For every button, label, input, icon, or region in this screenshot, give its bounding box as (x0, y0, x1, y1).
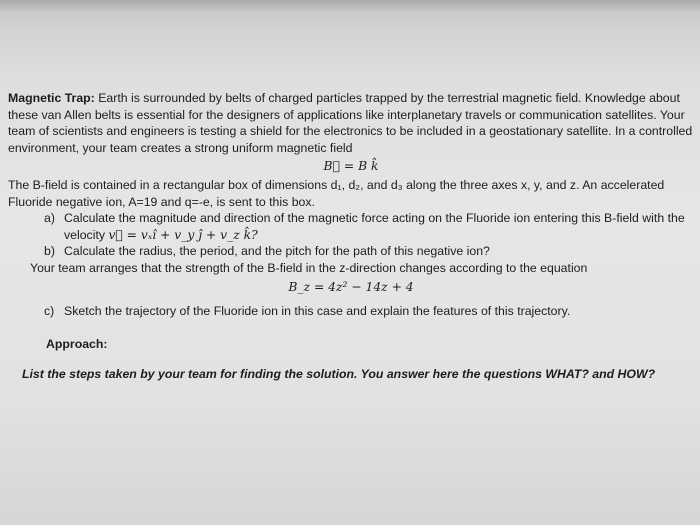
problem-text (8, 90, 694, 383)
part-c-label: c) (44, 304, 55, 319)
part-a-label: a) (44, 211, 55, 226)
intro-text: Earth is surrounded by belts of charged particles trapped by the terrestrial magnetic field. Knowledge about these van Allen belts is essential for the designers of applications like interplanetary travels or communication satellites. Your team of scientists and engineers is testing a shield for the electronics to be included in a geostationary satellite. In a controlled environment, your team creates a strong uniform magnetic field (8, 91, 693, 155)
intro-paragraph (8, 90, 694, 156)
instruction-text: List the steps taken by your team for finding the solution. You answer here the questions WHAT? and HOW? (22, 367, 656, 382)
part-b-text: Calculate the radius, the period, and the pitch for the path of this negative ion? (64, 244, 490, 259)
approach-heading: Approach: (46, 336, 108, 351)
part-a-text: Calculate the magnitude and direction of the magnetic force acting on the Fluoride ion entering this B-field with the velocity (64, 211, 685, 242)
variation-text: Your team arranges that the strength of the B-field in the z-direction changes according to the equation (30, 260, 588, 275)
paper-top-edge (0, 0, 700, 14)
part-b-label: b) (44, 244, 55, 259)
part-c-text: Sketch the trajectory of the Fluoride ion in this case and explain the features of this trajectory. (64, 304, 571, 319)
field-equation: B⃗ = B k̂ (323, 159, 379, 174)
part-a (44, 210, 694, 243)
box-description: The B-field is contained in a rectangular box of dimensions d₁, d₂, and d₃ along the three axes x, y, and z. An accelerated Fluoride negative ion, A=19 and q=-e, is sent to this box. (8, 177, 665, 209)
problem-title: Magnetic Trap: (8, 91, 95, 105)
variation-equation: B_z = 4z² − 14z + 4 (288, 279, 414, 294)
part-b (44, 243, 694, 260)
part-c (44, 303, 694, 320)
velocity-expression: v⃗ = vₓî + v_y ĵ + v_z k̂? (108, 227, 258, 242)
